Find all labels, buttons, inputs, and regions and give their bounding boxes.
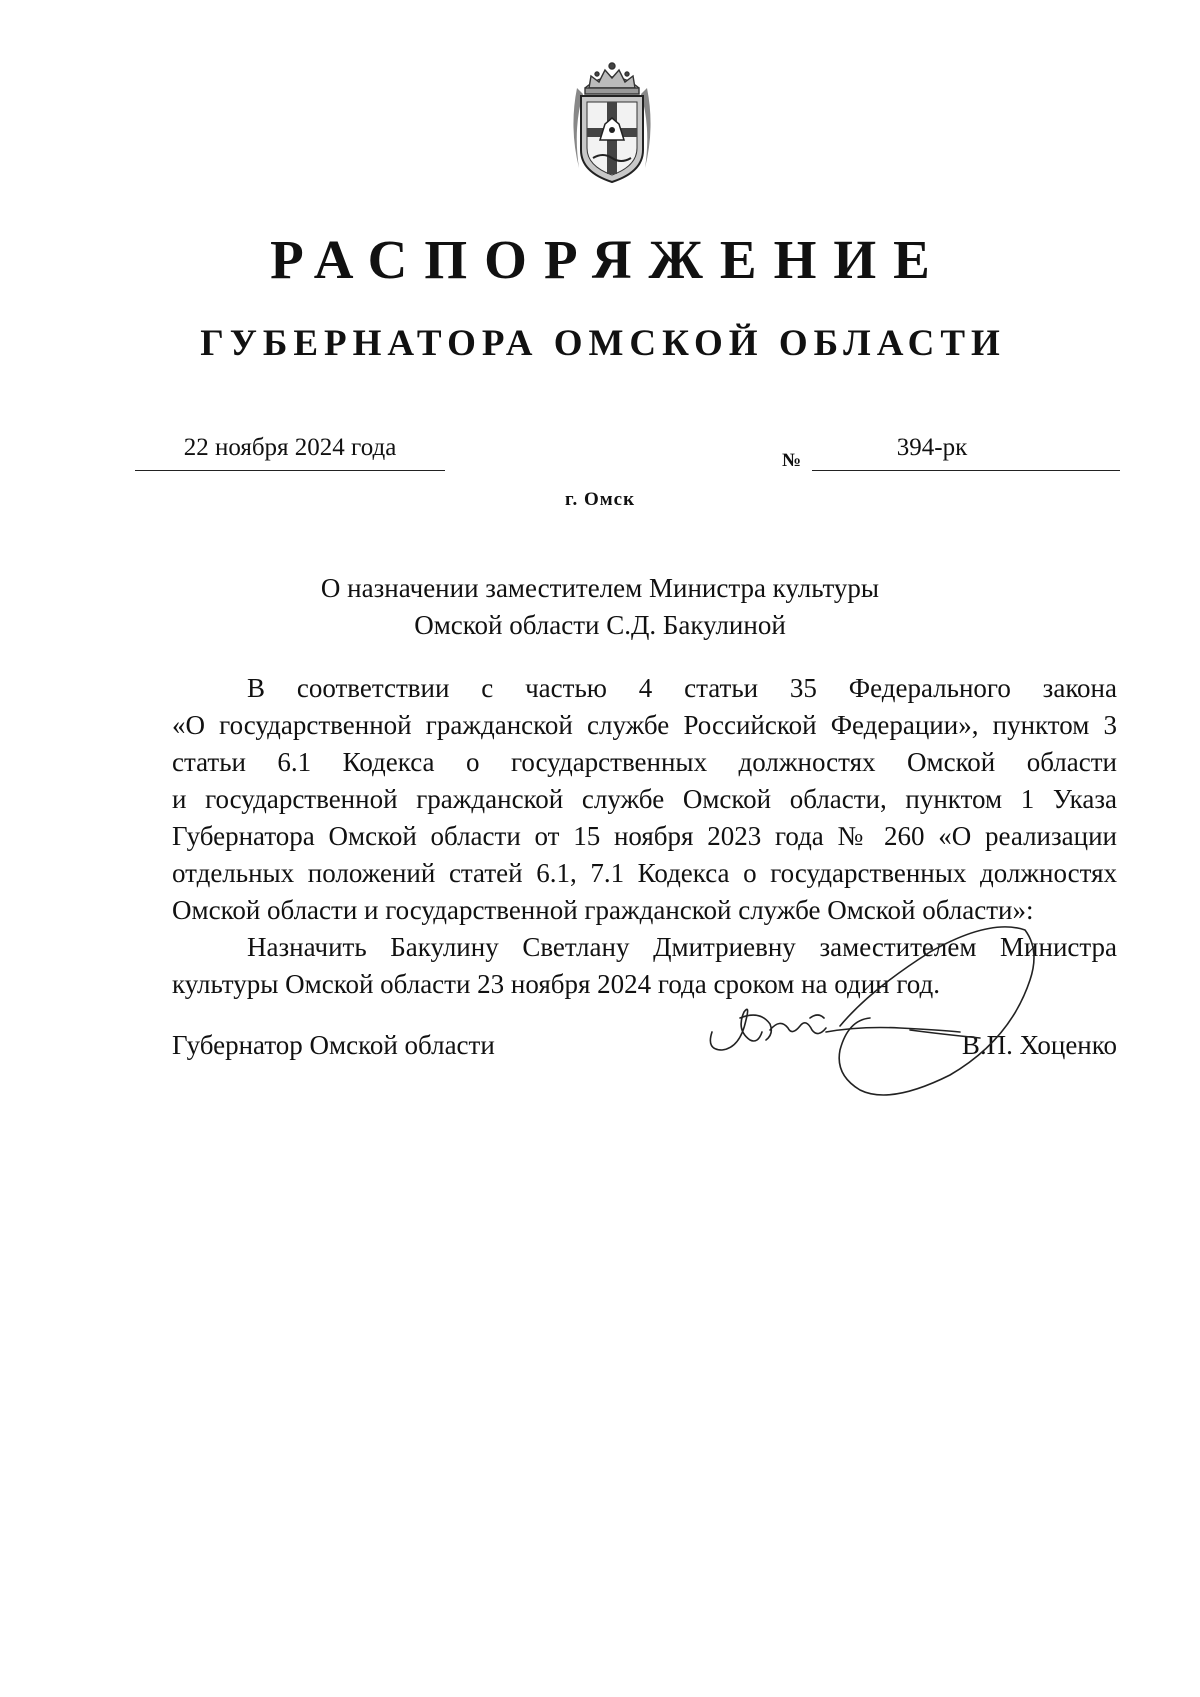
number-field <box>812 432 1120 471</box>
body-line: и государственной гражданской службе Омской области, пунктом 1 Указа <box>172 784 1117 814</box>
document-date: 22 ноября 2024 года <box>183 434 397 461</box>
coat-of-arms-icon <box>567 58 657 190</box>
document-title: РАСПОРЯЖЕНИЕ <box>270 229 947 290</box>
subject-line-1: О назначении заместителем Министра культуры <box>320 573 880 603</box>
subject-line-2: Омской области С.Д. Бакулиной <box>414 610 786 640</box>
date-field <box>135 432 445 471</box>
signatory-role: Губернатор Омской области <box>172 1030 495 1060</box>
body-line: «О государственной гражданской службе Российской Федерации», пунктом 3 <box>172 710 1117 740</box>
body-line: В соответствии с частью 4 статьи 35 Федерального закона <box>247 673 1117 703</box>
body-line: статьи 6.1 Кодекса о государственных должностях Омской области <box>172 747 1117 777</box>
number-label: № <box>782 450 802 471</box>
body-paragraph-1 <box>172 670 1117 929</box>
body-line: Омской области и государственной гражданской службе Омской области»: <box>172 895 1034 925</box>
signatory-name: В.П. Хоценко <box>961 1030 1117 1060</box>
document-place: г. Омск <box>564 489 636 510</box>
body-line: культуры Омской области 23 ноября 2024 года сроком на один год. <box>172 969 940 999</box>
document-subtitle: ГУБЕРНАТОРА ОМСКОЙ ОБЛАСТИ <box>200 323 1006 364</box>
document-subject <box>300 570 900 644</box>
body-line: отдельных положений статей 6.1, 7.1 Кодекса о государственных должностях <box>172 858 1117 888</box>
handwritten-signature-icon <box>700 900 1120 1140</box>
body-line: Губернатора Омской области от 15 ноября 2023 года № 260 «О реализации <box>172 821 1117 851</box>
document-number: 394-рк <box>896 434 968 461</box>
body-line: Назначить Бакулину Светлану Дмитриевну заместителем Министра <box>247 932 1117 962</box>
